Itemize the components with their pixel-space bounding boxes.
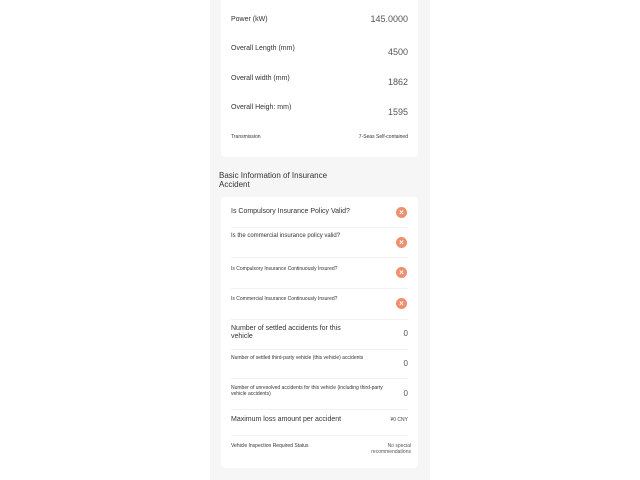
insurance-row-max-loss	[221, 416, 418, 428]
divider	[231, 319, 408, 320]
spec-value: 1862	[387, 77, 408, 87]
divider	[231, 288, 408, 289]
insurance-row-compulsory-valid	[221, 207, 418, 219]
insurance-section-title: Basic Information of Insurance Accident	[219, 171, 328, 189]
insurance-value: 0	[403, 389, 408, 398]
spec-label: Overall Heigh: mm)	[231, 104, 292, 111]
divider	[231, 435, 408, 436]
divider	[231, 257, 408, 258]
spec-label: Power (kW)	[231, 16, 268, 23]
insurance-row-inspection-status	[221, 443, 418, 461]
spec-value: 1595	[387, 107, 408, 117]
insurance-value: 0	[403, 329, 408, 338]
x-circle-icon: ×	[396, 237, 407, 248]
divider	[231, 378, 408, 379]
insurance-info-card	[221, 197, 418, 468]
spec-value: 145.0000	[370, 14, 408, 24]
insurance-row-settled-accidents	[221, 325, 418, 345]
divider	[231, 409, 408, 410]
spec-label: Overall width (mm)	[231, 75, 290, 82]
spec-value: 4500	[387, 47, 408, 57]
insurance-value: 0	[403, 359, 408, 368]
insurance-value: No special recommendations	[371, 443, 411, 455]
vehicle-specs-card	[221, 0, 418, 157]
insurance-label: Is the commercial insurance policy valid?	[231, 233, 341, 239]
x-circle-icon: ×	[396, 207, 407, 218]
x-circle-icon: ×	[396, 298, 407, 309]
phone-screen	[210, 0, 430, 480]
insurance-row-compulsory-continuous	[221, 267, 418, 279]
spec-value: 7-Seas Self-contained	[358, 134, 408, 140]
insurance-label: Maximum loss amount per accident	[231, 416, 342, 423]
insurance-label: Number of settled third-party vehicle (this vehicle) accidents	[231, 355, 364, 361]
insurance-row-third-party-settled	[221, 355, 418, 371]
divider	[231, 227, 408, 228]
divider	[231, 349, 408, 350]
insurance-row-commercial-continuous	[221, 298, 418, 310]
insurance-label: Number of unresolved accidents for this vehicle (including third-party vehicle accidents)	[231, 385, 383, 397]
insurance-label: Is Compulsory Insurance Policy Valid?	[231, 208, 350, 215]
spec-label: Overall Length (mm)	[231, 45, 295, 52]
spec-label: Transmission	[231, 134, 261, 140]
insurance-label: Vehicle Inspection Required Status	[231, 443, 309, 449]
insurance-row-commercial-valid	[221, 233, 418, 248]
insurance-label: Is Compulsory Insurance Continuously Insured?	[231, 266, 338, 272]
insurance-value: ¥0 CNY	[390, 417, 408, 423]
insurance-row-unresolved-accidents	[221, 385, 418, 401]
x-circle-icon: ×	[396, 267, 407, 278]
insurance-label: Is Commercial Insurance Continuously Insured?	[231, 296, 338, 302]
insurance-label: Number of settled accidents for this vehicle	[231, 325, 341, 341]
